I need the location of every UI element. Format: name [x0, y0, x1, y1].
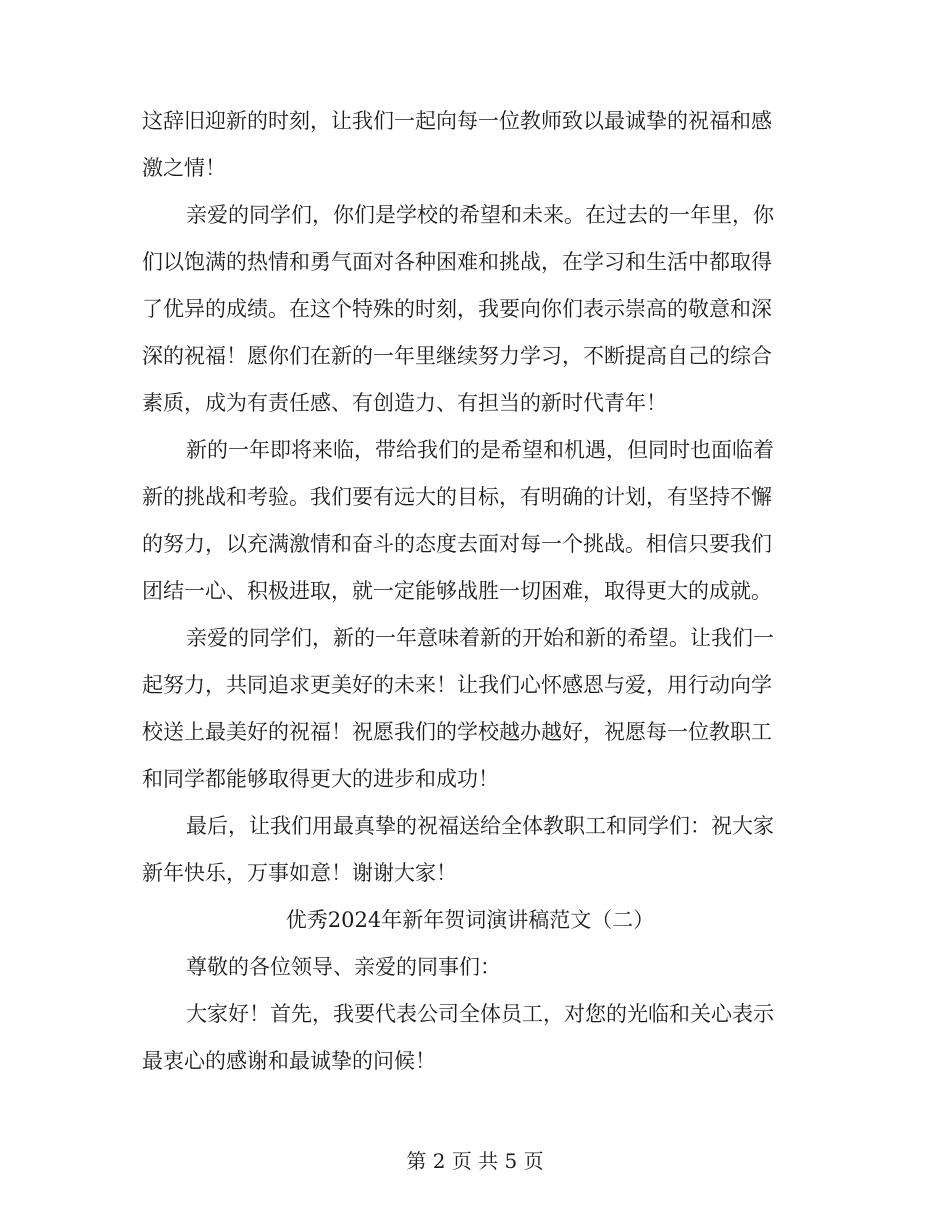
- paragraph-line: 最衷心的感谢和最诚挚的问候！: [142, 1049, 436, 1073]
- paragraph-line: 激之情！: [142, 156, 226, 180]
- paragraph-line: 深的祝福！愿你们在新的一年里继续努力学习，不断提高自己的综合: [142, 344, 772, 368]
- paragraph-line: 大家好！首先，我要代表公司全体员工，对您的光临和关心表示: [186, 1002, 774, 1026]
- paragraph-line: 校送上最美好的祝福！祝愿我们的学校越办越好，祝愿每一位教职工: [142, 720, 772, 744]
- paragraph-line: 亲爱的同学们，新的一年意味着新的开始和新的希望。让我们一: [186, 626, 774, 650]
- salutation: 尊敬的各位领导、亲爱的同事们：: [186, 955, 501, 979]
- paragraph-line: 这辞旧迎新的时刻，让我们一起向每一位教师致以最诚挚的祝福和感: [142, 109, 772, 133]
- paragraph-line: 亲爱的同学们，你们是学校的希望和未来。在过去的一年里，你: [186, 203, 774, 227]
- paragraph-line: 最后，让我们用最真挚的祝福送给全体教职工和同学们：祝大家: [186, 814, 774, 838]
- paragraph-line: 起努力，共同追求更美好的未来！让我们心怀感恩与爱，用行动向学: [142, 673, 772, 697]
- paragraph-line: 们以饱满的热情和勇气面对各种困难和挑战，在学习和生活中都取得: [142, 250, 772, 274]
- section-title: 优秀2024年新年贺词演讲稿范文（二）: [285, 908, 655, 932]
- paragraph-line: 了优异的成绩。在这个特殊的时刻，我要向你们表示崇高的敬意和深: [142, 297, 772, 321]
- paragraph-line: 新的一年即将来临，带给我们的是希望和机遇，但同时也面临着: [186, 438, 774, 462]
- document-body: [142, 98, 798, 1085]
- paragraph-line: 和同学都能够取得更大的进步和成功！: [142, 767, 499, 791]
- page-number: 第 2 页 共 5 页: [406, 1149, 544, 1173]
- paragraph-line: 素质，成为有责任感、有创造力、有担当的新时代青年！: [142, 391, 667, 415]
- paragraph-line: 新的挑战和考验。我们要有远大的目标，有明确的计划，有坚持不懈: [142, 485, 772, 509]
- paragraph-line: 新年快乐，万事如意！谢谢大家！: [142, 861, 457, 885]
- paragraph-line: 团结一心、积极进取，就一定能够战胜一切困难，取得更大的成就。: [142, 579, 772, 603]
- paragraph-line: 的努力，以充满激情和奋斗的态度去面对每一个挑战。相信只要我们: [142, 532, 772, 556]
